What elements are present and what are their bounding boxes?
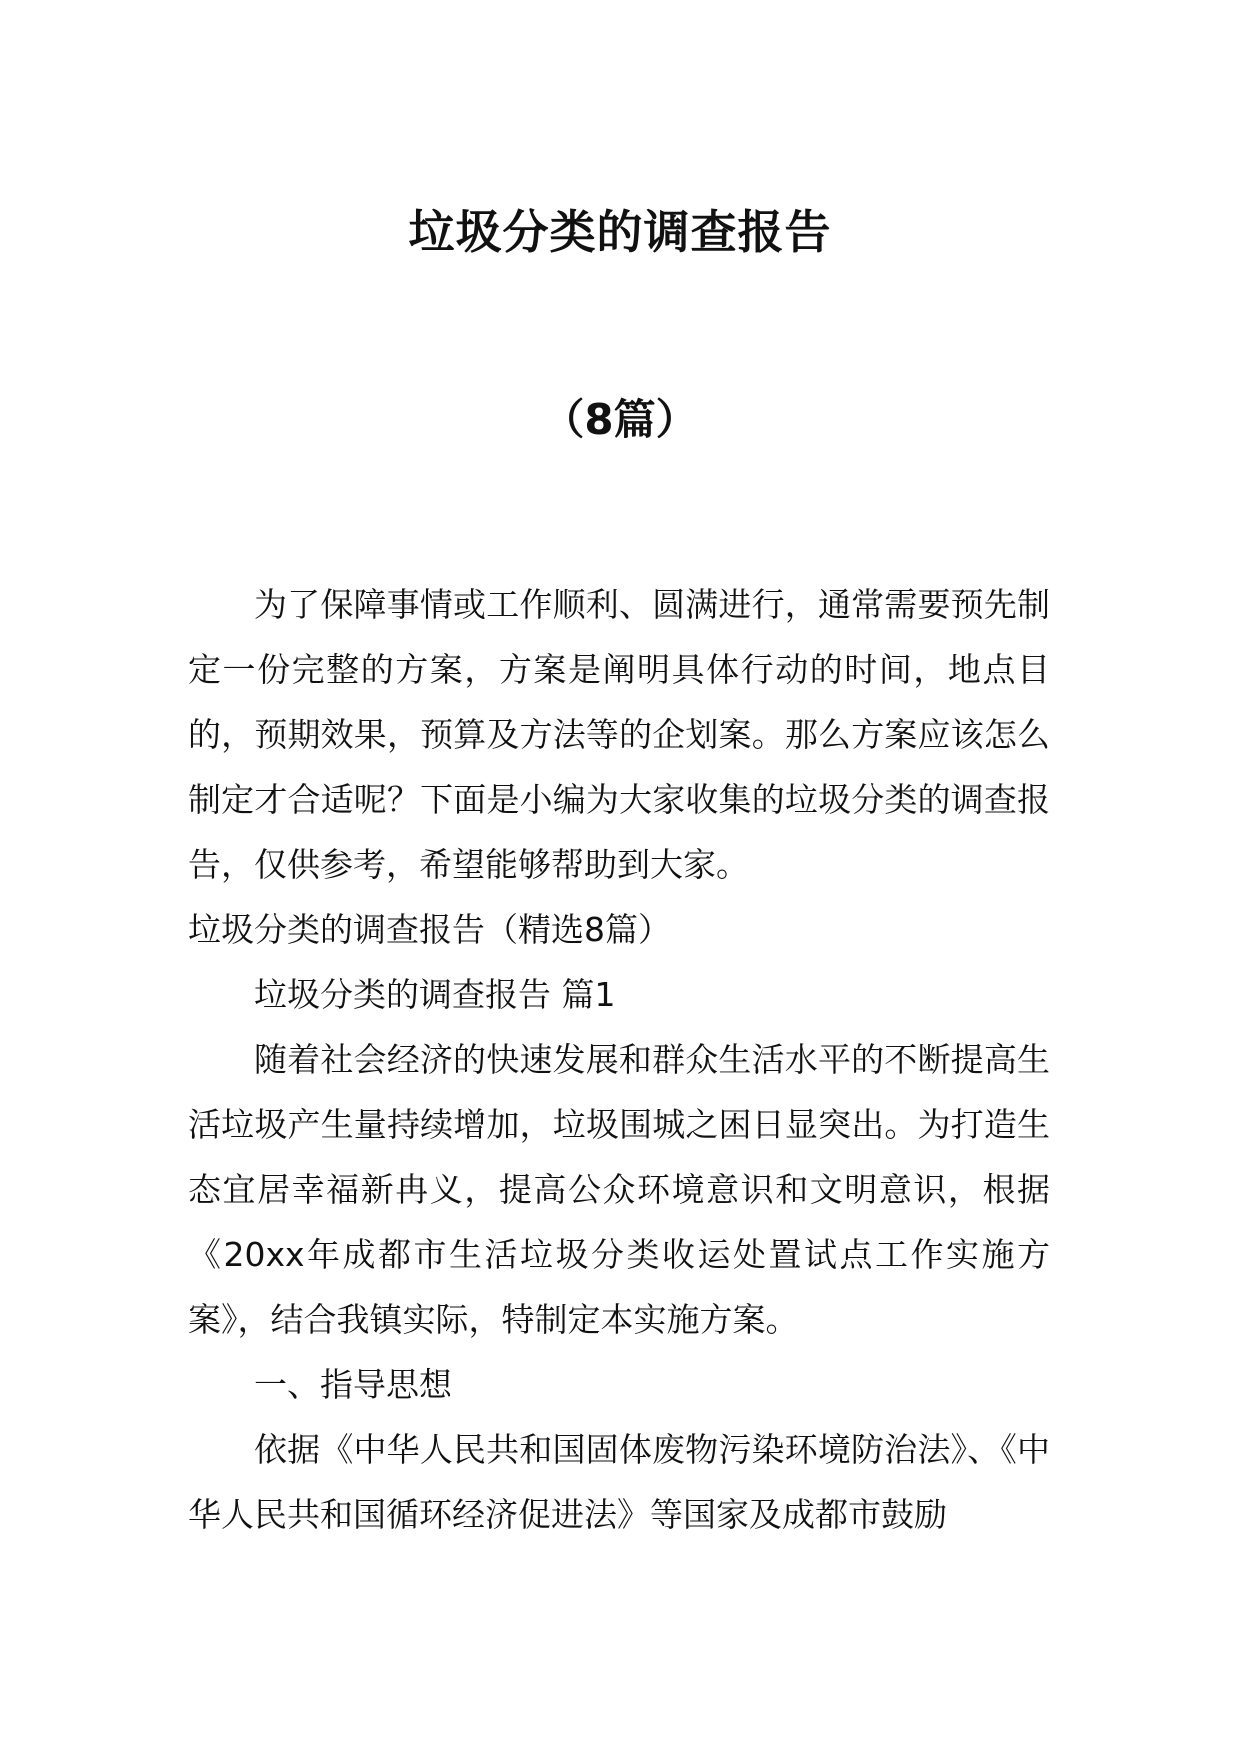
body-paragraph: 依据《中华人民共和国固体废物污染环境防治法》、《中华人民共和国循环经济促进法》等国家及成都市鼓励	[188, 1430, 1050, 1534]
document-title: 垃圾分类的调查报告	[408, 205, 832, 259]
collection-heading: 垃圾分类的调查报告（精选8篇）	[188, 910, 671, 949]
intro-paragraph: 为了保障事情或工作顺利、圆满进行，通常需要预先制定一份完整的方案，方案是阐明具体行动的时间，地点目的，预期效果，预算及方法等的企划案。那么方案应该怎么制定才合适呢？下面是小编为大家收集的垃圾分类的调查报告，仅供参考，希望能够帮助到大家。	[188, 585, 1050, 884]
article-heading: 垃圾分类的调查报告 篇1	[254, 975, 616, 1014]
body-paragraph: 随着社会经济的快速发展和群众生活水平的不断提高生活垃圾产生量持续增加，垃圾围城之困日显突出。为打造生态宜居幸福新冉义，提高公众环境意识和文明意识，根据《20xx年成都市生活垃圾分类收运处置试点工作实施方案》，结合我镇实际，特制定本实施方案。	[188, 1040, 1050, 1339]
document-subtitle: （8篇）	[542, 395, 698, 444]
section-heading: 一、指导思想	[254, 1365, 452, 1404]
document-body	[188, 572, 1050, 1547]
